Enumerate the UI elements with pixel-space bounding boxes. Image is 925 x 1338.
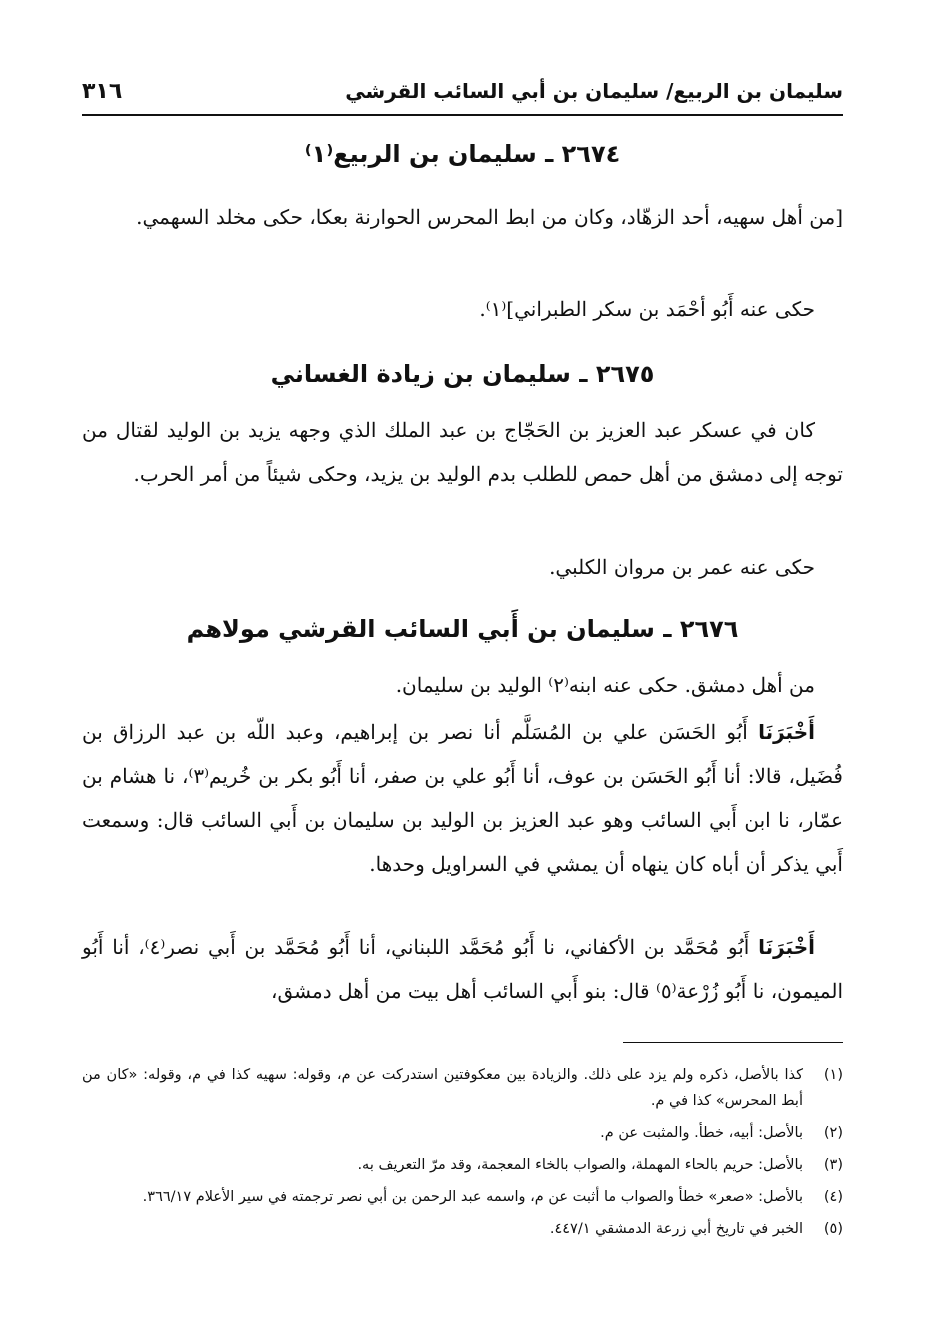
footnote-text: بالأصل: حريم بالحاء المهملة، والصواب بالخاء المعجمة، وقد مرّ التعريف به.: [357, 1157, 803, 1173]
entry-2676-paragraph-2-text: أَبُو الحَسَن علي بن المُسَلَّم أنا نصر بن إبراهيم، وعبد اللّه بن عبد الرزاق بن فُضَيل، قالا: أنا أَبُو الحَسَن بن عوف، أنا أَبُو علي بن صفر، أنا أَبُو بكر بن خُريم⁽٣⁾، نا هشام بن عمّار، نا ابن أَبي السائب وهو عبد العزيز بن الوليد بن سليمان بن أَبي السائب قال: وسمعت أَبي يذكر أن أباه كان ينهاه أن يمشي في السراويل وحدها.: [82, 720, 843, 876]
footnote-5: [82, 1216, 843, 1242]
footnote-divider: [623, 1042, 843, 1043]
footnote-text: بالأصل: «صعر» خطأ والصواب ما أثبت عن م، واسمه عبد الرحمن بن أبي نصر ترجمته في سير الأعلام ٣٦٦/١٧.: [142, 1189, 803, 1205]
entry-2676-paragraph-3-text: أَبُو مُحَمَّد بن الأكفاني، نا أَبُو مُحَمَّد اللبناني، أنا أَبُو مُحَمَّد بن أَبي نصر⁽٤⁾، أنا أَبُو الميمون، نا أَبُو زُرْعة⁽٥⁾ قال: بنو أَبي السائب أهل بيت من أهل دمشق،: [82, 935, 843, 1003]
footnote-number: (٥): [823, 1221, 843, 1237]
footnote-4: [82, 1184, 843, 1210]
footnote-1: [82, 1062, 843, 1114]
footnote-text: بالأصل: أبيه، خطأ. والمثبت عن م.: [600, 1125, 803, 1141]
entry-title-2674: ٢٦٧٤ ـ سليمان بن الربيع⁽١⁾: [304, 140, 621, 168]
footnote-2: [82, 1120, 843, 1146]
entry-2676-paragraph-3: [82, 925, 843, 1013]
entry-title-2675: ٢٦٧٥ ـ سليمان بن زيادة الغساني: [270, 360, 655, 388]
footnote-number: (٣): [823, 1157, 843, 1173]
footnote-number: (١): [823, 1067, 843, 1083]
entry-2675-paragraph-2: حكى عنه عمر بن مروان الكلبي.: [549, 555, 815, 579]
entry-2675-paragraph-1: كان في عسكر عبد العزيز بن الحَجّاج بن عبد الملك الذي وجهه يزيد بن الوليد لقتال من توجه إلى دمشق من أهل حمص للطلب بدم الوليد بن يزيد، وحكى شيئاً من أمر الحرب.: [82, 418, 843, 486]
running-title: سليمان بن الربيع/ سليمان بن أبي السائب القرشي: [345, 79, 843, 103]
footnote-number: (٤): [823, 1189, 843, 1205]
footnote-text: كذا بالأصل، ذكره ولم يزد على ذلك. والزيادة بين معكوفتين استدركت عن م، وقوله: سهيه كذا في م، وقوله: «كان من أبط المحرس» كذا في م.: [82, 1067, 803, 1109]
footnote-number: (٢): [823, 1125, 843, 1141]
entry-title-2676: ٢٦٧٦ ـ سليمان بن أَبي السائب القرشي مولاهم: [186, 615, 739, 643]
footnote-text: الخبر في تاريخ أبي زرعة الدمشقي ٤٤٧/١.: [549, 1221, 803, 1237]
entry-2674-paragraph-1: [من أهل سهيه، أحد الزهّاد، وكان من ابط المحرس الحوارنة بعكا، حكى مخلد السهمي.: [136, 205, 843, 229]
entry-2676-paragraph-1: من أهل دمشق. حكى عنه ابنه⁽٢⁾ الوليد بن سليمان.: [395, 673, 815, 697]
footnotes: [82, 1062, 843, 1248]
entry-2676-paragraph-2: [82, 710, 843, 886]
akhbarana-lead: أَخْبَرَنَا: [758, 720, 815, 744]
page-number: ٣١٦: [82, 78, 123, 104]
footnote-3: [82, 1152, 843, 1178]
akhbarana-lead: أَخْبَرَنَا: [758, 935, 815, 959]
entry-2674-paragraph-2: حكى عنه أَبُو أحْمَد بن سكر الطبراني]⁽١⁾.: [479, 297, 815, 321]
page-header: [82, 70, 843, 112]
header-divider: [82, 114, 843, 116]
